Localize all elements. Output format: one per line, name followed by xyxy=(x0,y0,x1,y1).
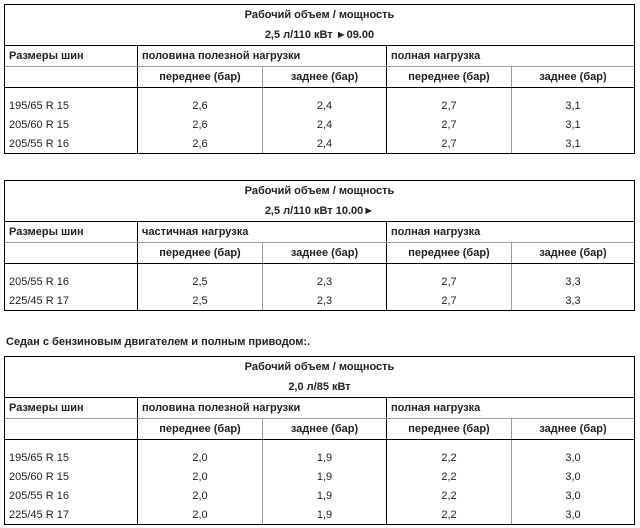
table-title: Рабочий объем / мощность xyxy=(244,9,395,21)
tire-pressure-table-2 xyxy=(4,180,635,311)
subheader-row xyxy=(5,67,634,88)
rear-header: заднее (бар) xyxy=(539,423,607,435)
partial-load-rear: 2,3 xyxy=(316,294,333,307)
section-caption: Седан с бензиновым двигателем и полным приводом:. xyxy=(6,336,311,348)
table-subtitle-row xyxy=(5,377,634,398)
front-header: переднее (бар) xyxy=(159,247,241,259)
half-load-front: 2,0 xyxy=(192,451,208,464)
full-load-front: 2,2 xyxy=(441,508,457,521)
half-load-rear: 2,4 xyxy=(316,99,333,112)
group-a-header: половина полезной нагрузки xyxy=(142,50,301,62)
full-load-rear: 3,1 xyxy=(565,137,581,150)
group-header-row xyxy=(5,398,634,419)
size-header: Размеры шин xyxy=(9,402,84,414)
table-row xyxy=(5,467,634,486)
full-load-rear: 3,1 xyxy=(565,118,581,131)
full-load-front: 2,7 xyxy=(441,118,457,131)
half-load-front: 2,0 xyxy=(192,508,208,521)
spacer-row xyxy=(5,264,634,272)
tire-size: 225/45 R 17 xyxy=(9,294,69,307)
table-row xyxy=(5,486,634,505)
group-a-header: частичная нагрузка xyxy=(142,226,249,238)
tire-pressure-table-3 xyxy=(4,356,635,525)
rear-header: заднее (бар) xyxy=(290,423,359,435)
partial-load-rear: 2,3 xyxy=(316,275,333,288)
table-row xyxy=(5,448,634,467)
rear-header: заднее (бар) xyxy=(290,71,359,83)
table-title: Рабочий объем / мощность xyxy=(244,361,395,373)
group-b-header: полная нагрузка xyxy=(391,402,481,414)
table-row xyxy=(5,272,634,291)
table-subtitle-row xyxy=(5,25,634,46)
half-load-front: 2,0 xyxy=(192,489,208,502)
spacer-row xyxy=(5,440,634,448)
full-load-rear: 3,0 xyxy=(565,451,581,464)
table-subtitle: 2,5 л/110 кВт ►09.00 xyxy=(264,29,375,41)
tire-size: 205/60 R 15 xyxy=(9,470,69,483)
table-row xyxy=(5,134,634,153)
tire-size: 205/55 R 16 xyxy=(9,275,69,288)
partial-load-front: 2,5 xyxy=(192,275,208,288)
size-header: Размеры шин xyxy=(9,226,84,238)
tire-size: 205/60 R 15 xyxy=(9,118,69,131)
tire-size: 195/65 R 15 xyxy=(9,99,69,112)
tire-size: 205/55 R 16 xyxy=(9,489,69,502)
full-load-front: 2,2 xyxy=(441,470,457,483)
rear-header: заднее (бар) xyxy=(539,71,607,83)
spacer-row xyxy=(5,88,634,96)
group-header-row xyxy=(5,222,634,243)
table-row xyxy=(5,115,634,134)
table-title: Рабочий объем / мощность xyxy=(244,185,395,197)
full-load-rear: 3,0 xyxy=(565,508,581,521)
table-subtitle: 2,0 л/85 кВт xyxy=(288,381,351,393)
full-load-front: 2,2 xyxy=(441,451,457,464)
full-load-front: 2,2 xyxy=(441,489,457,502)
front-header: переднее (бар) xyxy=(408,423,490,435)
front-header: переднее (бар) xyxy=(408,71,490,83)
half-load-rear: 2,4 xyxy=(316,118,333,131)
full-load-front: 2,7 xyxy=(441,99,457,112)
group-b-header: полная нагрузка xyxy=(391,226,481,238)
full-load-front: 2,7 xyxy=(441,275,457,288)
table-title-row xyxy=(5,357,634,377)
table-subtitle-row xyxy=(5,201,634,222)
table-row xyxy=(5,96,634,115)
table-title-row xyxy=(5,181,634,201)
group-header-row xyxy=(5,46,634,67)
rear-header: заднее (бар) xyxy=(539,247,607,259)
subheader-row xyxy=(5,243,634,264)
half-load-front: 2,6 xyxy=(192,137,208,150)
tire-pressure-table-1 xyxy=(4,4,635,154)
full-load-rear: 3,0 xyxy=(565,470,581,483)
tire-size: 195/65 R 15 xyxy=(9,451,69,464)
full-load-rear: 3,3 xyxy=(565,275,581,288)
half-load-rear: 1,9 xyxy=(316,470,333,483)
group-a-header: половина полезной нагрузки xyxy=(142,402,301,414)
full-load-rear: 3,0 xyxy=(565,489,581,502)
rear-header: заднее (бар) xyxy=(290,247,359,259)
table-subtitle: 2,5 л/110 кВт 10.00► xyxy=(264,205,375,217)
table-row xyxy=(5,505,634,524)
partial-load-front: 2,5 xyxy=(192,294,208,307)
half-load-rear: 1,9 xyxy=(316,451,333,464)
half-load-front: 2,0 xyxy=(192,470,208,483)
full-load-rear: 3,1 xyxy=(565,99,581,112)
front-header: переднее (бар) xyxy=(159,423,241,435)
half-load-rear: 1,9 xyxy=(316,508,333,521)
full-load-rear: 3,3 xyxy=(565,294,581,307)
size-header: Размеры шин xyxy=(9,50,84,62)
group-b-header: полная нагрузка xyxy=(391,50,481,62)
full-load-front: 2,7 xyxy=(441,294,457,307)
half-load-rear: 1,9 xyxy=(316,489,333,502)
table-title-row xyxy=(5,5,634,25)
subheader-row xyxy=(5,419,634,440)
front-header: переднее (бар) xyxy=(408,247,490,259)
half-load-front: 2,6 xyxy=(192,99,208,112)
table-row xyxy=(5,291,634,310)
tire-size: 225/45 R 17 xyxy=(9,508,69,521)
half-load-rear: 2,4 xyxy=(316,137,333,150)
half-load-front: 2,6 xyxy=(192,118,208,131)
tire-size: 205/55 R 16 xyxy=(9,137,69,150)
front-header: переднее (бар) xyxy=(159,71,241,83)
full-load-front: 2,7 xyxy=(441,137,457,150)
